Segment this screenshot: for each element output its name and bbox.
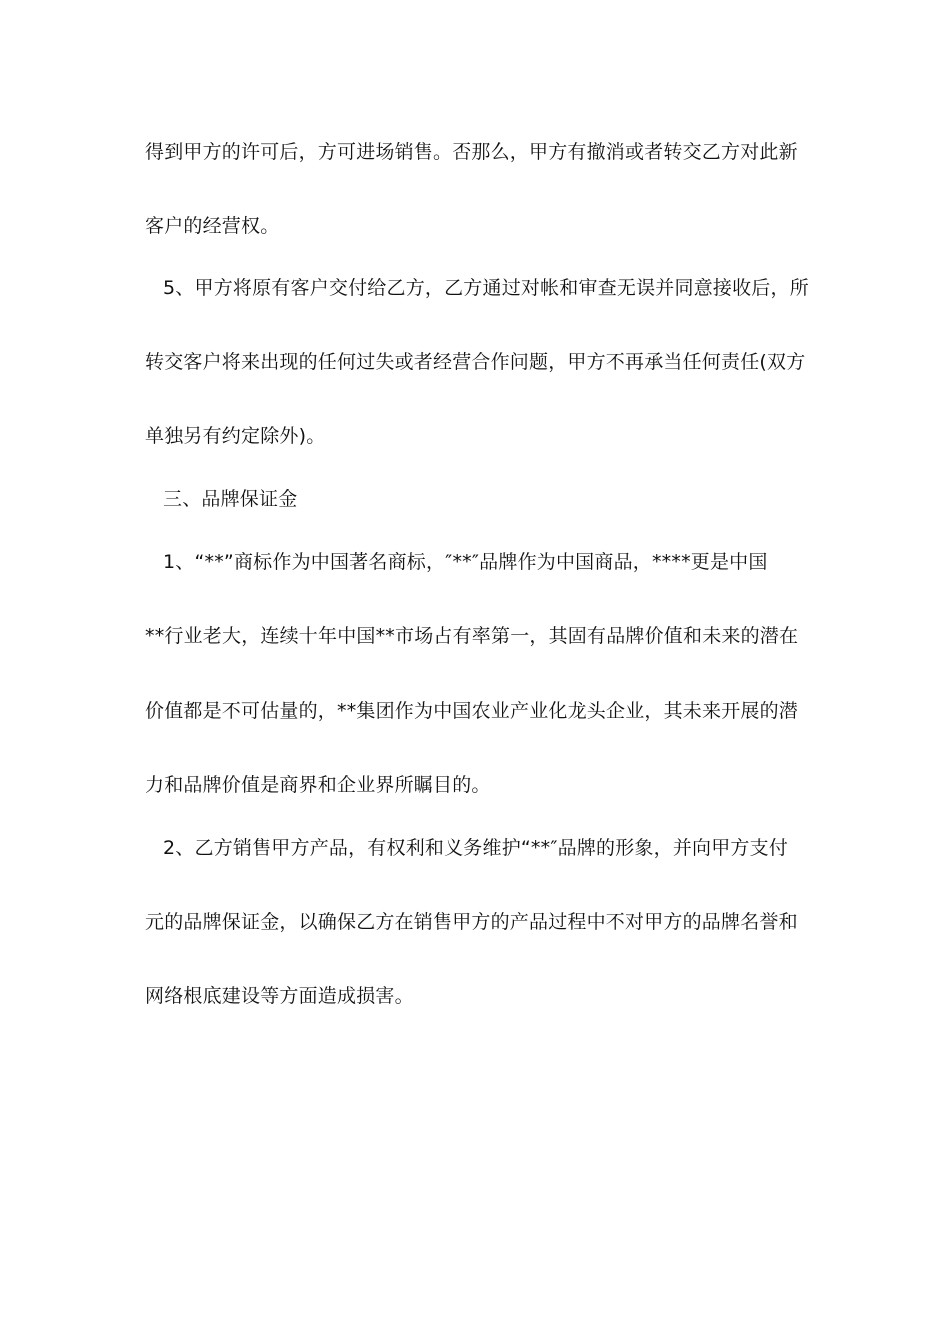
paragraph-1-start: 1、“**”商标作为中国著名商标，″**″品牌作为中国商品，****更是中国 [163,551,768,573]
text-line: 价值都是不可估量的，**集团作为中国农业产业化龙头企业，其未来开展的潜 [145,700,799,722]
text-line: 得到甲方的许可后，方可进场销售。否那么，甲方有撤消或者转交乙方对此新 [145,141,798,163]
text-line: 力和品牌价值是商界和企业界所瞩目的。 [145,774,491,796]
paragraph-2-start: 2、乙方销售甲方产品，有权利和义务维护“**″品牌的形象，并向甲方支付 [163,837,789,859]
paragraph-5-start: 5、甲方将原有客户交付给乙方，乙方通过对帐和审查无误并同意接收后，所 [163,277,809,299]
text-line: **行业老大，连续十年中国**市场占有率第一，其固有品牌价值和未来的潜在 [145,625,799,647]
text-line: 单独另有约定除外)。 [145,425,326,447]
text-line: 转交客户将来出现的任何过失或者经营合作问题，甲方不再承当任何责任(双方 [145,351,806,373]
text-line: 网络根底建设等方面造成损害。 [145,985,414,1007]
text-line: 客户的经营权。 [145,215,280,237]
text-line: 元的品牌保证金，以确保乙方在销售甲方的产品过程中不对甲方的品牌名誉和 [145,911,798,933]
section-heading: 三、品牌保证金 [163,488,298,510]
